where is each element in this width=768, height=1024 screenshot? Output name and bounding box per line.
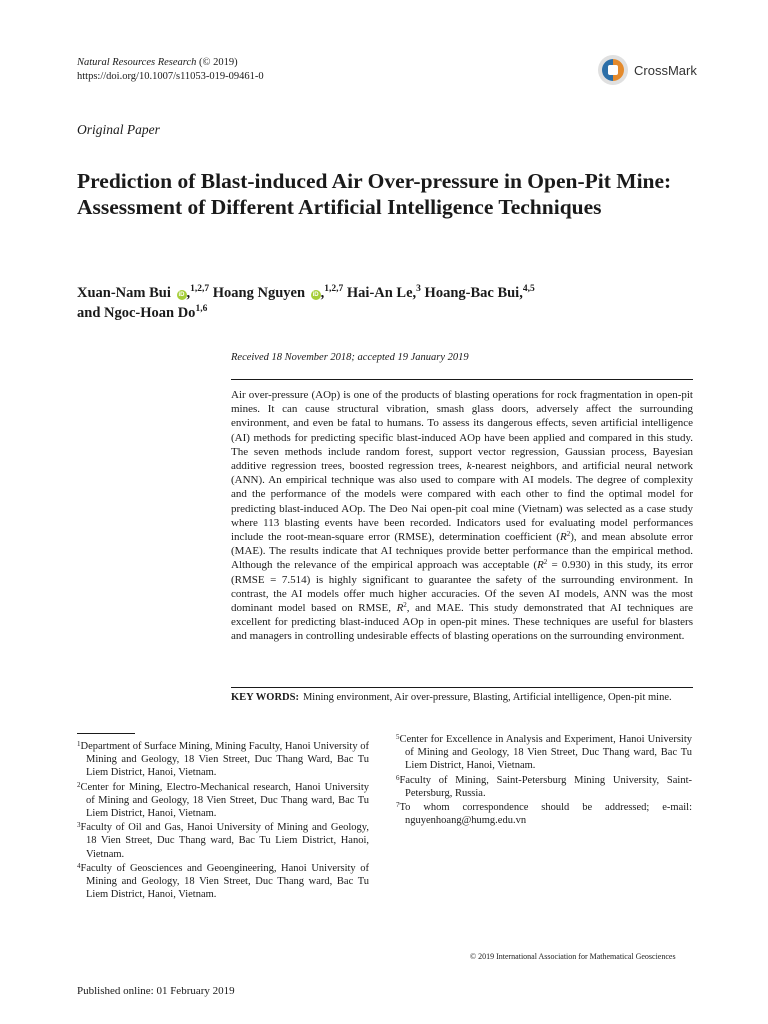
affiliation-note: $^5$Center for Excellence in Analysis and Experiment, Hanoi University of Mining and Geology, 18 Vien Street, Duc Thang ward, Bac Tu Liem District, Hanoi, Vietnam. (396, 733, 692, 772)
author-name: Hoang Nguyen (212, 285, 306, 301)
keywords-top-rule (231, 687, 693, 688)
paper-type: Original Paper (77, 122, 160, 137)
abstract: Air over-pressure (AOp) is one of the products of blasting operations for rock fragmentation in open-pit mines. It can cause structural vibration, smash glass doors, adversely affect the surrounding environment, and even be fatal to humans. To assess its dangerous effects, seven artificial intelligence (AI) methods for predicting specific blast-induced AOp have been applied and compared in this study. The seven methods include random forest, support vector regression, Gaussian process, Bayesian additive regression trees, boosted regression trees, k-nearest neighbors, and artificial neural network (ANN). An empirical technique was also used to compare with AI models. The degree of complexity and the performance of the models were compared with each other to find the optimal model for predicting blast-induced AOp. The Deo Nai open-pit coal mine (Vietnam) was selected as a case study where 113 blasting events have been recorded. Indicators used for evaluating model performances include the root-mean-square error (RMSE), determination coefficient $(R^2)$, and mean absolute error (MAE). The results indicate that AI techniques provide better performance than the empirical method. Although the relevance of the empirical approach was acceptable $(R^2 = 0.930)$ in this study, its error (RMSE = 7.514) is highly significant to guarantee the safety of the surrounding environment. In contrast, the AI models offer much higher accuracies. Of the seven AI models, ANN was the most dominant model based on RMSE, $R^2$, and MAE. This study demonstrated that AI techniques are excellent for predicting blast-induced AOp in open-pit mines. These techniques are useful for blasters and managers in controlling undesirable effects of blasting operations on the surrounding environment. (231, 389, 694, 643)
correspondence-note: $^7$To whom correspondence should be addressed; e-mail: nguyenhoang@humg.edu.vn (396, 801, 692, 827)
orcid-icon[interactable]: iD (178, 292, 185, 298)
published-date: Published online: 01 February 2019 (77, 985, 235, 997)
author-name: Hoang-Bac Bui, (424, 285, 523, 301)
author-name: and Ngoc-Hoan Do (77, 305, 196, 321)
copyright-notice: © 2019 International Association for Mathematical Geosciences (470, 952, 676, 961)
affiliation-note: $^1$Department of Surface Mining, Mining Faculty, Hanoi University of Mining and Geology, 18 Vien Street, Duc Thang Ward, Bac Tu Liem District, Hanoi, Vietnam. (77, 740, 369, 779)
crossmark-icon (598, 55, 628, 85)
abstract-top-rule (231, 379, 693, 380)
paper-title: Prediction of Blast-induced Air Over-pressure in Open-Pit Mine: Assessment of Different Artificial Intelligence Techniques (77, 169, 672, 219)
affiliations-right-column (396, 733, 692, 828)
author-affiliation-mark: 1,2,7 (190, 284, 210, 294)
author-name: Xuan-Nam Bui (77, 285, 171, 301)
journal-name: Natural Resources Research (77, 57, 197, 68)
affiliation-note: $^6$Faculty of Mining, Saint-Petersburg Mining University, Saint-Petersburg, Russia. (396, 773, 692, 799)
crossmark-badge[interactable] (598, 55, 697, 85)
affiliation-note: $^3$Faculty of Oil and Gas, Hanoi University of Mining and Geology, 18 Vien Street, Duc Thang ward, Bac Tu Liem District, Hanoi, Vietnam. (77, 821, 369, 860)
orcid-icon[interactable]: iD (312, 292, 319, 298)
affiliation-note: $^2$Center for Mining, Electro-Mechanical research, Hanoi University of Mining and Geology, 18 Vien Street, Duc Thang ward, Bac Tu Liem District, Hanoi, Vietnam. (77, 780, 369, 820)
affiliations-left-column (77, 740, 369, 902)
author-affiliation-mark: 1,6 (195, 304, 208, 314)
crossmark-label: CrossMark (634, 62, 697, 78)
journal-header (77, 56, 264, 84)
received-accepted-dates: Received 18 November 2018; accepted 19 January 2019 (231, 352, 469, 363)
doi-link[interactable]: https://doi.org/10.1007/s11053-019-09461-0 (77, 71, 264, 82)
keywords-text: Mining environment, Air over-pressure, Blasting, Artificial intelligence, Open-pit mine. (302, 692, 672, 703)
author-name: Hai-An Le, (346, 285, 417, 301)
author-list: Xuan-Nam Bui iD ,$^{1,2,7}$ Hoang Nguyen iD ,$^{1,2,7}$ Hai-An Le,$^3$ Hoang-Bac Bui,$^{4,5}$ and Ngoc-Hoan Do$^{1,6}$ (77, 284, 535, 321)
footnote-rule (77, 733, 135, 734)
affiliation-note: $^4$Faculty of Geosciences and Geoengineering, Hanoi University of Mining and Geology, 18 Vien Street, Duc Thang ward, Bac Tu Liem District, Hanoi, Vietnam. (77, 861, 369, 901)
author-affiliation-mark: 3 (416, 284, 421, 294)
author-affiliation-mark: 1,2,7 (324, 284, 344, 294)
keywords-label: KEY WORDS: (231, 692, 299, 703)
journal-year: (© 2019) (196, 57, 238, 68)
author-affiliation-mark: 4,5 (522, 284, 535, 294)
keywords (231, 692, 701, 703)
